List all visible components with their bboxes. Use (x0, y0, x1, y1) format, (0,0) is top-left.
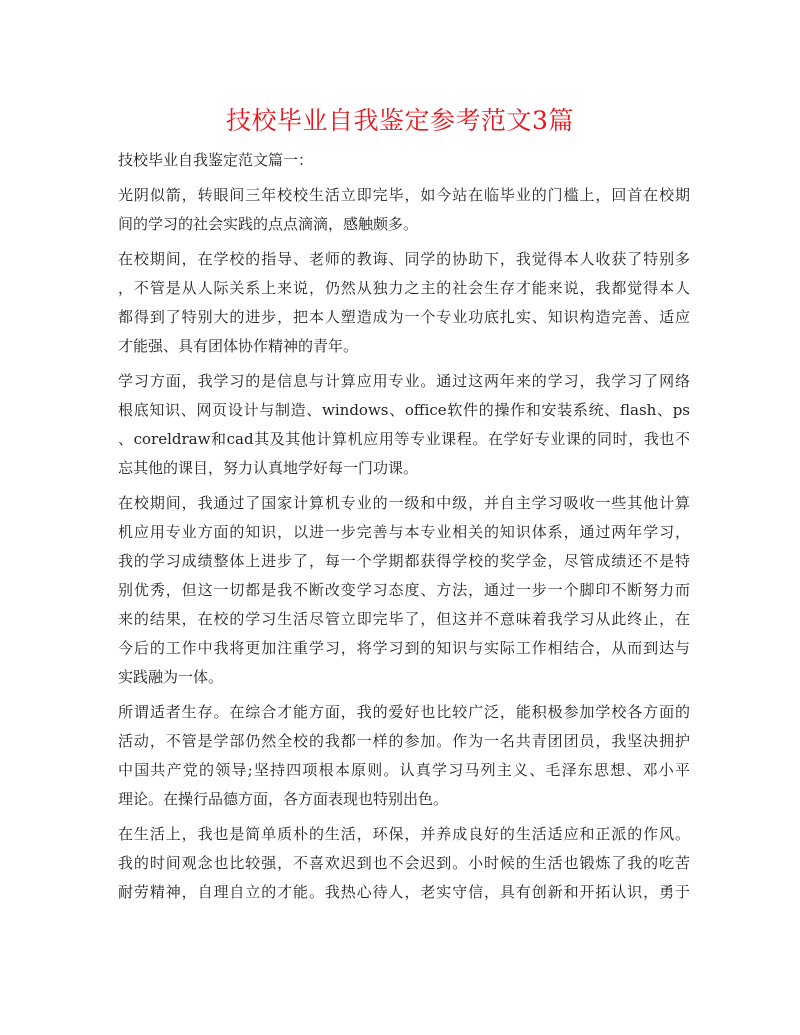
text-line: 间的学习的社会实践的点点滴滴，感触颇多。 (118, 215, 419, 233)
text-line: 理论。在操行品德方面，各方面表现也特别出色。 (118, 790, 449, 808)
paragraph (118, 181, 690, 239)
text-line: 活动，不管是学部仍然全校的我都一样的参加。作为一名共青团团员，我坚决拥护 (118, 732, 690, 750)
paragraph (118, 245, 690, 361)
text-line: 来的结果，在校的学习生活尽管立即完毕了，但这并不意味着我学习从此终止，在 (118, 610, 690, 628)
paragraph (118, 698, 690, 814)
document-title: 技校毕业自我鉴定参考范文3篇 (226, 106, 574, 135)
text-line: 、coreldraw和cad其及其他计算机应用等专业课程。在学好专业课的同时，我也不 (118, 430, 690, 448)
text-line: 在校期间，我通过了国家计算机专业的一级和中级，并自主学习吸收一些其他计算 (118, 494, 690, 512)
text-line: 忘其他的课目，努力认真地学好每一门功课。 (118, 459, 419, 477)
text-line: 在校期间，在学校的指导、老师的教诲、同学的协助下，我觉得本人收获了特别多 (118, 250, 690, 268)
text-line: 光阴似箭，转眼间三年校校生活立即完毕，如今站在临毕业的门槛上，回首在校期 (118, 186, 690, 204)
text-line: 实践融为一体。 (118, 668, 224, 686)
text-line: 机应用专业方面的知识，以进一步完善与本专业相关的知识体系，通过两年学习， (118, 523, 690, 541)
text-line: 才能强、具有团体协作精神的青年。 (118, 337, 359, 355)
text-line: 我的时间观念也比较强，不喜欢迟到也不会迟到。小时候的生活也锻炼了我的吃苦 (118, 854, 690, 872)
text-line: 学习方面，我学习的是信息与计算应用专业。通过这两年来的学习，我学习了网络 (118, 372, 690, 390)
text-line: 今后的工作中我将更加注重学习，将学习到的知识与实际工作相结合，从而到达与 (118, 639, 690, 657)
text-line: ，不管是从人际关系上来说，仍然从独力之主的社会生存才能来说，我都觉得本人 (118, 279, 690, 297)
text-line: 根底知识、网页设计与制造、windows、office软件的操作和安装系统、flash、ps (118, 401, 690, 419)
text-line: 技校毕业自我鉴定范文篇一： (118, 151, 314, 169)
text-line: 中国共产党的领导;坚持四项根本原则。认真学习马列主义、毛泽东思想、邓小平 (118, 761, 690, 779)
paragraph (118, 146, 690, 175)
text-line: 我的学习成绩整体上进步了，每一个学期都获得学校的奖学金，尽管成绩还不是特 (118, 552, 690, 570)
document-body (118, 146, 690, 907)
text-line: 耐劳精神，自理自立的才能。我热心待人，老实守信，具有创新和开拓认识，勇于 (118, 883, 690, 901)
text-line: 在生活上，我也是简单质朴的生活，环保，并养成良好的生活适应和正派的作风。 (118, 825, 690, 843)
paragraph (118, 820, 690, 907)
text-line: 都得到了特别大的进步，把本人塑造成为一个专业功底扎实、知识构造完善、适应 (118, 308, 690, 326)
text-line: 别优秀，但这一切都是我不断改变学习态度、方法，通过一步一个脚印不断努力而 (118, 581, 690, 599)
text-line: 所谓适者生存。在综合才能方面，我的爱好也比较广泛，能积极参加学校各方面的 (118, 703, 690, 721)
paragraph (118, 489, 690, 692)
paragraph (118, 367, 690, 483)
